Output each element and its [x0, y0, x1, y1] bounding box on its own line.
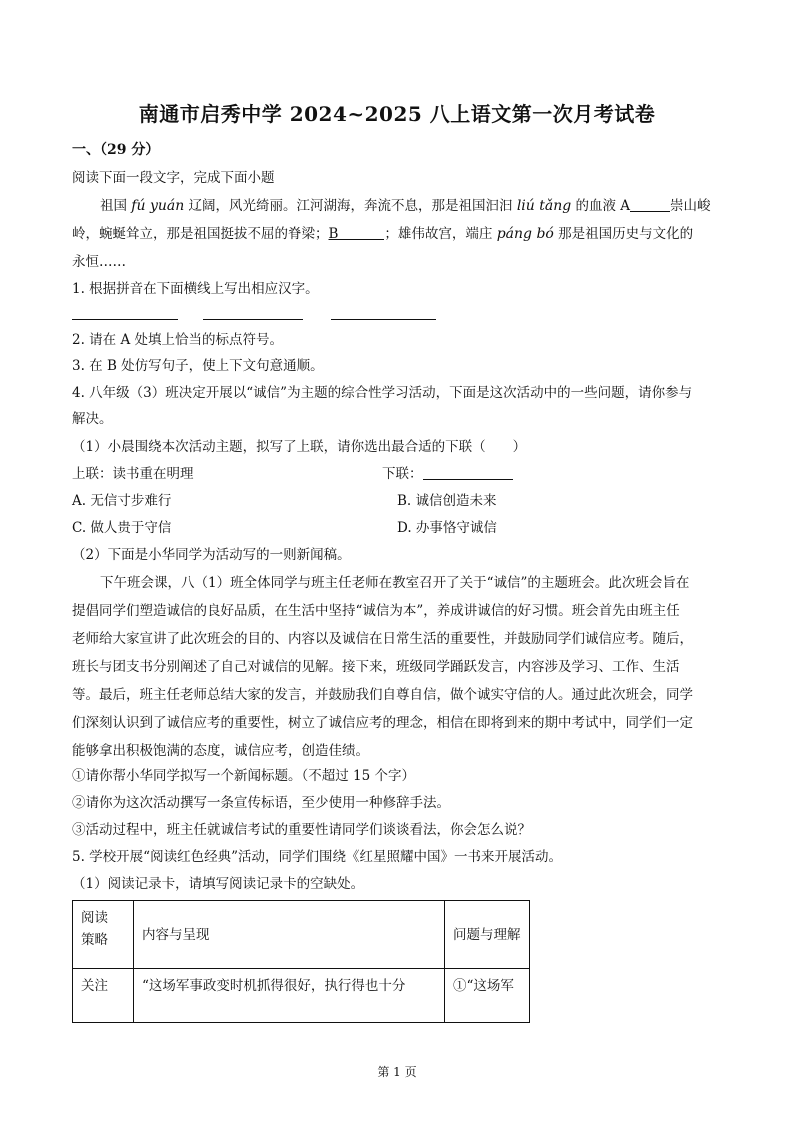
option-d[interactable]: D. 办事恪守诚信 — [397, 520, 497, 536]
news-line: 等。最后，班主任老师总结大家的发言，并鼓励我们自尊自信，做个诚实守信的人。通过此次班会，同学 — [72, 687, 693, 703]
question-5: 5. 学校开展“阅读红色经典”活动，同学们围绕《红星照耀中国》一书来开展活动。 — [72, 849, 562, 865]
sub-question-1: ①请你帮小华同学拟写一个新闻标题。（不超过 15 个字） — [72, 768, 416, 784]
news-line: 们深刻认识到了诚信应考的重要性，树立了诚信应考的理念，相信在即将到来的期中考试中，同学们一定 — [72, 715, 693, 731]
section-heading: 一、（29 分） — [72, 142, 160, 158]
header-text: 阅读 — [81, 910, 108, 926]
couplet-lower-blank[interactable] — [423, 465, 513, 480]
page-number: 第 1 页 — [377, 1065, 417, 1079]
question-4-2: （2）下面是小华同学为活动写的一则新闻稿。 — [72, 547, 351, 563]
table-header-content: 内容与呈现 — [134, 901, 445, 969]
table-cell: “这场军事政变时机抓得很好，执行得也十分 — [134, 969, 445, 1023]
pinyin-1: fú yuán — [131, 198, 185, 214]
passage-line-3: 永恒…… — [72, 254, 126, 270]
passage-text: 的血液 A — [571, 198, 631, 214]
news-line: 下午班会课，八（1）班全体同学与班主任老师在教室召开了关于“诚信”的主题班会。此次班会旨在 — [100, 575, 690, 591]
question-5-1: （1）阅读记录卡，请填写阅读记录卡的空缺处。 — [72, 876, 365, 892]
news-line: 班长与团支书分别阐述了自己对诚信的见解。接下来，班级同学踊跃发言，内容涉及学习、工作、生活 — [72, 659, 680, 675]
couplet-lower-label: 下联： — [382, 466, 423, 482]
passage-text: 岭，蜿蜒耸立，那是祖国挺拔不屈的脊梁； — [72, 226, 329, 242]
sub-question-2: ②请你为这次活动撰写一条宣传标语，至少使用一种修辞手法。 — [72, 795, 450, 811]
answer-line-2[interactable] — [203, 318, 303, 320]
couplet-upper: 上联：读书重在明理 — [72, 466, 194, 482]
answer-line-3[interactable] — [331, 318, 436, 320]
couplet-lower — [382, 464, 513, 484]
question-4-1: （1）小晨围绕本次活动主题，拟写了上联，请你选出最合适的下联（ ） — [72, 439, 527, 455]
question-1: 1. 根据拼音在下面横线上写出相应汉字。 — [72, 281, 319, 297]
table-header-row — [73, 901, 530, 969]
blank-b[interactable] — [338, 225, 384, 240]
passage-line-1 — [100, 196, 711, 216]
blank-a[interactable] — [630, 197, 670, 212]
question-4-line-1: 4. 八年级（3）班决定开展以“诚信”为主题的综合性学习活动，下面是这次活动中的一些问题，请你参与 — [72, 385, 693, 401]
table-cell[interactable]: ①“这场军 — [445, 969, 530, 1023]
table-header-strategy — [73, 901, 134, 969]
passage-text: ；雄伟故宫，端庄 — [384, 226, 497, 242]
option-c[interactable]: C. 做人贵于守信 — [72, 520, 172, 536]
page-title: 南通市启秀中学 2024~2025 八上语文第一次月考试卷 — [138, 102, 656, 126]
option-a[interactable]: A. 无信寸步难行 — [72, 493, 172, 509]
passage-text: 崇山峻 — [670, 198, 711, 214]
answer-line-1[interactable] — [72, 318, 178, 320]
intro-text: 阅读下面一段文字，完成下面小题 — [72, 170, 275, 186]
table-row — [73, 969, 530, 1023]
option-b[interactable]: B. 诚信创造未来 — [397, 493, 497, 509]
reading-record-table — [72, 900, 530, 1023]
sub-question-3: ③活动过程中，班主任就诚信考试的重要性请同学们谈谈看法，你会怎么说？ — [72, 822, 531, 838]
passage-line-2 — [72, 224, 693, 244]
news-line: 老师给大家宣讲了此次班会的目的、内容以及诚信在日常生活的重要性，并鼓励同学们诚信应考。随后， — [72, 631, 693, 647]
passage-text: 祖国 — [100, 198, 132, 214]
pinyin-2: liú tǎng — [516, 198, 572, 214]
pinyin-3: páng bó — [496, 226, 554, 242]
passage-text: 那是祖国历史与文化的 — [553, 226, 694, 242]
blank-b-label: B — [328, 226, 339, 242]
question-4-line-2: 解决。 — [72, 411, 113, 427]
question-3: 3. 在 B 处仿写句子，使上下文句意通顺。 — [72, 358, 324, 374]
passage-text: 辽阔，风光绮丽。江河湖海，奔流不息，那是祖国汩汩 — [184, 198, 517, 214]
table-cell: 关注 — [73, 969, 134, 1023]
header-text: 策略 — [81, 932, 108, 948]
table-header-question: 问题与理解 — [445, 901, 530, 969]
news-line: 能够拿出积极饱满的态度，诚信应考，创造佳绩。 — [72, 743, 369, 759]
news-line: 提倡同学们塑造诚信的良好品质，在生活中坚持“诚信为本”，养成讲诚信的好习惯。班会首先由班主任 — [72, 603, 680, 619]
question-2: 2. 请在 A 处填上恰当的标点符号。 — [72, 332, 284, 348]
